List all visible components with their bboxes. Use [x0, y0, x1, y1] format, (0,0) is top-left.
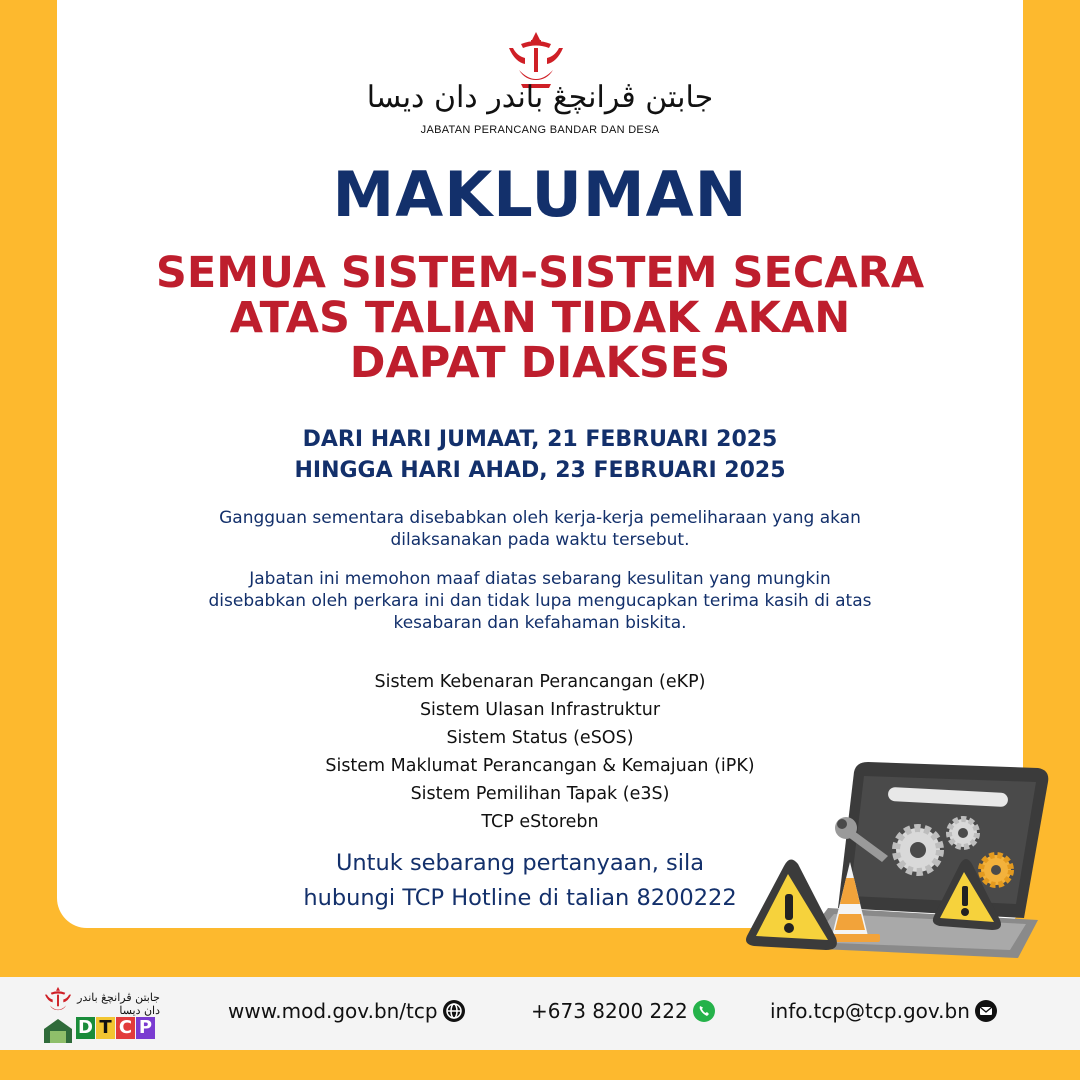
mail-icon — [974, 999, 998, 1023]
footer-logo — [42, 985, 160, 1045]
date-from: DARI HARI JUMAAT, 21 FEBRUARI 2025 — [302, 427, 778, 452]
department-jawi-name: جابتن ڤرانچڠ باندر دان ديسا — [366, 80, 714, 115]
website-text: www.mod.gov.bn/tcp — [228, 999, 438, 1023]
list-item: TCP eStorebn — [481, 812, 599, 832]
list-item: Sistem Ulasan Infrastruktur — [419, 700, 661, 720]
headline-line: DAPAT DIAKSES — [349, 338, 731, 388]
website-link[interactable] — [228, 999, 466, 1023]
date-range — [0, 424, 1080, 486]
laptop-maintenance-icon — [738, 758, 1068, 963]
paragraph-line: Gangguan sementara disebabkan oleh kerja-kerja pemeliharaan yang akan — [219, 508, 861, 528]
paragraph-line: Jabatan ini memohon maaf diatas sebarang kesulitan yang mungkin — [249, 569, 831, 589]
contact-line: Untuk sebarang pertanyaan, sila — [335, 850, 705, 876]
warning-icon — [746, 859, 837, 950]
dtcp-logo — [76, 1017, 155, 1039]
headline-line: ATAS TALIAN TIDAK AKAN — [229, 293, 851, 343]
dtcp-letter: T — [96, 1017, 115, 1039]
page-title: MAKLUMAN — [332, 158, 748, 231]
date-to: HINGGA HARI AHAD, 23 FEBRUARI 2025 — [294, 458, 786, 483]
headline — [0, 248, 1080, 388]
list-item: Sistem Maklumat Perancangan & Kemajuan (iPK) — [325, 756, 755, 776]
phone-text: +673 8200 222 — [531, 999, 688, 1023]
globe-icon — [442, 999, 466, 1023]
building-icon — [42, 1017, 74, 1043]
brunei-emblem-icon — [42, 985, 74, 1015]
paragraph-line: dilaksanakan pada waktu tersebut. — [390, 530, 690, 550]
headline-line: SEMUA SISTEM-SISTEM SECARA — [155, 248, 925, 298]
list-item: Sistem Status (eSOS) — [446, 728, 634, 748]
list-item: Sistem Pemilihan Tapak (e3S) — [410, 784, 670, 804]
footer-jawi-name: جابتن ڤرانچڠ باندر دان ديسا — [77, 991, 160, 1017]
contact-text — [255, 846, 785, 916]
email-link[interactable] — [770, 999, 998, 1023]
paragraph-line: disebabkan oleh perkara ini dan tidak lupa mengucapkan terima kasih di atas — [208, 591, 872, 611]
apology-paragraph — [0, 568, 1080, 634]
dtcp-letter: P — [136, 1017, 155, 1039]
whatsapp-icon — [692, 999, 716, 1023]
dtcp-letter: C — [116, 1017, 135, 1039]
contact-line: hubungi TCP Hotline di talian 8200222 — [303, 885, 737, 911]
phone-link[interactable] — [531, 999, 716, 1023]
paragraph-line: kesabaran dan kefahaman biskita. — [393, 613, 687, 633]
footer-bar — [0, 977, 1080, 1050]
dtcp-letter: D — [76, 1017, 95, 1039]
department-name: JABATAN PERANCANG BANDAR DAN DESA — [420, 124, 660, 136]
disruption-paragraph — [0, 507, 1080, 551]
email-text: info.tcp@tcp.gov.bn — [770, 999, 970, 1023]
list-item: Sistem Kebenaran Perancangan (eKP) — [374, 672, 706, 692]
